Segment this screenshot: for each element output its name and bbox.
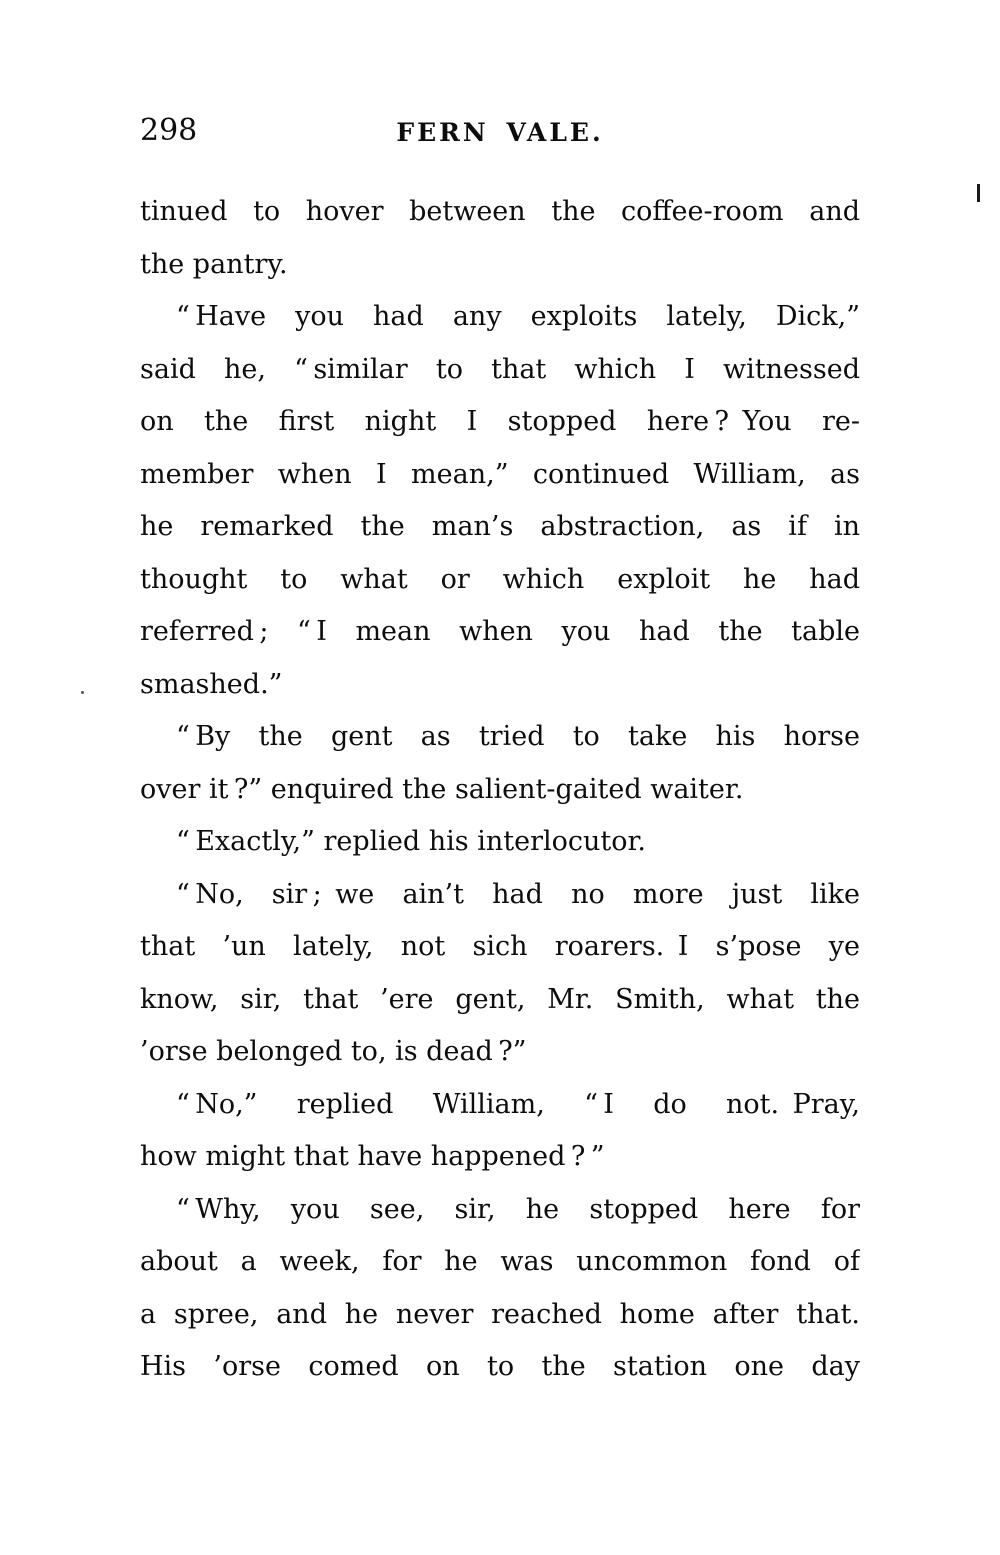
text-line: about a week, for he was uncommon fond of [140,1246,860,1277]
text-line: “ By the gent as tried to take his horse [176,721,860,752]
text-line: thought to what or which exploit he had [140,563,860,595]
text-line: the pantry. [140,248,288,280]
text-line: “ No, sir ; we ain’t had no more just like [176,878,860,910]
print-artifact-speck [81,691,84,694]
text-line: that ’un lately, not sich roarers. I s’pose ye [140,931,860,962]
text-line: how might that have happened ? ” [140,1141,605,1172]
running-header [140,112,860,152]
text-line: know, sir, that ’ere gent, Mr. Smith, what the [140,983,860,1015]
text-line: “ Why, you see, sir, he stopped here for [176,1193,860,1225]
text-line: over it ?” enquired the salient-gaited waiter. [140,773,744,805]
text-line: member when I mean,” continued William, as [140,458,860,490]
page-number: 298 [140,113,198,148]
text-line: referred ; “ I mean when you had the table [140,616,860,647]
text-line: “ Have you had any exploits lately, Dick,” [176,301,860,332]
page-body [140,186,860,1394]
text-line: “ No,” replied William, “ I do not. Pray, [176,1088,860,1120]
text-line: His ’orse comed on to the station one day [140,1351,860,1382]
text-line: “ Exactly,” replied his interlocutor. [176,826,647,857]
running-title: FERN VALE. [396,118,604,147]
text-line: smashed.” [140,668,283,700]
text-line: he remarked the man’s abstraction, as if in [140,511,860,542]
text-line: said he, “ similar to that which I witnessed [140,353,860,385]
print-artifact-tick [977,184,980,202]
text-line: tinued to hover between the coffee-room and [140,196,860,227]
text-line: on the first night I stopped here ? You re- [140,406,860,437]
text-line: a spree, and he never reached home after that. [140,1298,860,1330]
text-line: ’orse belonged to, is dead ?” [140,1036,527,1067]
